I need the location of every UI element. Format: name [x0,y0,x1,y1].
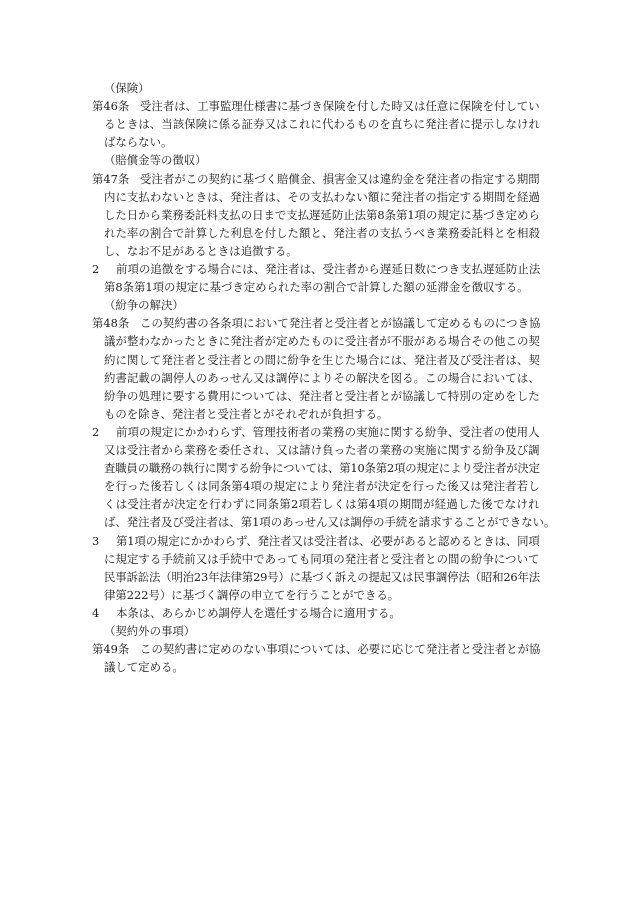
paragraph-line [92,423,540,441]
line-text: に規定する手続前又は手続中であっても同項の発注者と受注者との間の紛争について [104,551,540,566]
line-text: 前項の追徴をする場合には、発注者は、受注者から遅延日数につき支払遅延防止法 [116,262,541,276]
paragraph-line [104,550,540,568]
line-text: この契約書に定めのない事項については、必要に応じて発注者と受注者とが協 [140,642,541,657]
line-text: を行った後若しくは同条第4項の規定により発注者が決定を行った後又は発注者若し [104,479,540,494]
article-line [92,170,540,188]
paragraph-line [104,441,540,459]
line-text: るときは、当該保険に係る証券又はこれに代わるものを直ちに発注者に提示しなけれ [104,117,540,132]
paragraph-line [104,495,540,513]
paragraph-line [104,278,529,296]
article-line [104,351,540,369]
paragraph-line [92,604,401,622]
paragraph-line [104,513,555,531]
article-line [104,206,540,224]
article-line [92,97,540,115]
line-text: ば、発注者及び受注者は、第1項のあっせん又は調停の手続を請求することができない。 [104,515,556,530]
article-line [104,242,298,260]
article-line [104,188,540,206]
section-heading: （契約外の事項） [104,624,196,638]
paragraph-number: 2 [92,262,100,276]
line-text: 第1項の規定にかかわらず、発注者又は受注者は、必要があると認めるときは、同項 [116,533,540,548]
article-line [104,387,540,405]
paragraph-line [104,586,399,604]
line-text: れた率の割合で計算した利息を付した額と、発注者の支払うべき業務委託料とを相殺 [104,225,540,240]
section-heading: （紛争の解決） [104,298,184,313]
line-text: 約書記載の調停人のあっせん又は調停によりその解決を図る。この場合においては、 [104,370,540,385]
article-line [92,314,541,332]
line-text: 又は受注者から業務を委任され、又は請け負った者の業務の実施に関する紛争及び調 [104,443,540,457]
line-text: 律第222号）に基づく調停の申立てを行うことができる。 [104,587,400,602]
line-text: 民事訴訟法（明治23年法律第29号）に基づく訴えの提起又は民事調停法（昭和26年法 [104,569,541,584]
paragraph-number: 4 [92,605,100,620]
paragraph-line [104,459,540,477]
line-text: 前項の規定にかかわらず、管理技術者の業務の実施に関する紛争、受注者の使用人 [116,424,540,439]
paragraph-line [104,568,540,586]
article-line [104,224,540,242]
line-text: この契約書の各条項において発注者と受注者とが協議して定めるものにつき協 [140,316,541,331]
line-text: くは受注者が決定を行わずに同条第2項若しくは第4項の期間が経過した後でなけれ [104,497,540,512]
section-heading: （賠償金等の徴収） [104,153,207,168]
article-number: 第49条 [92,642,130,657]
article-number: 第46条 [92,99,130,114]
article-line [104,115,540,133]
line-text: 内に支払わないときは、発注者は、その支払わない額に発注者の指定する期間を経過 [104,189,540,204]
article-line [104,658,184,676]
article-line [104,405,388,423]
line-text: 査職員の職務の執行に関する紛争については、第10条第2項の規定により受注者が決定 [104,461,540,476]
line-text: 受注者は、工事監理仕様書に基づき保険を付した時又は任意に保険を付してい [140,99,540,114]
article-line [92,640,541,658]
section-heading: （保険） [104,81,150,95]
article-line [104,332,540,350]
line-text: ものを除き、発注者と受注者とがそれぞれが負担する。 [104,406,389,421]
paragraph-number: 2 [92,424,100,439]
line-text: 議が整わなかったときに発注者が定めたものに受注者が不服がある場合その他この契 [104,334,540,349]
line-text: 本条は、あらかじめ調停人を選任する場合に適用する。 [116,605,401,620]
article-line [104,133,172,151]
article-number: 第47条 [92,171,130,186]
line-text: 約に関して発注者と受注者との間に紛争を生じた場合には、発注者及び受注者は、契 [104,352,540,367]
paragraph-line [92,532,540,550]
line-text: 第8条第1項の規定に基づき定められた率の割合で計算した額の延滞金を徴収する。 [104,280,529,295]
paragraph-line [104,477,540,495]
line-text: 受注者がこの契約に基づく賠償金、損害金又は違約金を発注者の指定する期間 [140,171,540,186]
paragraph-number: 3 [92,533,100,548]
article-line [104,369,540,387]
line-text: した日から業務委託料支払の日まで支払遅延防止法第8条第1項の規定に基づき定めら [104,207,540,222]
article-number: 第48条 [92,316,130,331]
line-text: 議して定める。 [104,660,184,675]
line-text: し、なお不足があるときは追徴する。 [104,243,298,258]
line-text: ばならない。 [104,135,173,150]
line-text: 紛争の処理に要する費用については、発注者と受注者とが協議して特別の定めをした [104,388,540,403]
paragraph-line [92,260,540,278]
